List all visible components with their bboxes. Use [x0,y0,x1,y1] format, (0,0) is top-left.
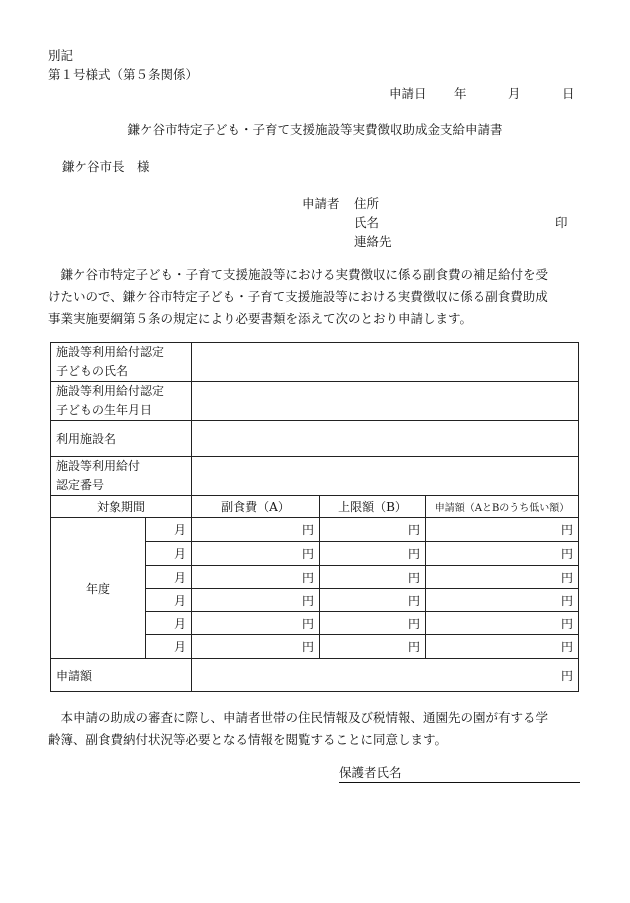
limit-cell[interactable]: 円 [320,518,426,542]
child-birthdate-field[interactable] [192,382,579,421]
limit-cell[interactable]: 円 [320,566,426,589]
child-birthdate-label: 施設等利用給付認定 子どもの生年月日 [51,382,192,421]
child-name-label: 施設等利用給付認定 子どもの氏名 [51,343,192,382]
date-label: 申請日 [389,86,427,101]
facility-row [51,421,579,457]
request-cell[interactable]: 円 [426,612,579,635]
meal-cost-cell[interactable]: 円 [192,635,320,659]
facility-field[interactable] [192,421,579,457]
request-cell[interactable]: 円 [426,566,579,589]
limit-header: 上限額（B） [320,496,426,518]
month-label: 月 [508,86,521,101]
application-statement [48,264,582,330]
total-row [51,659,579,692]
cert-number-field[interactable] [192,457,579,496]
form-number: 第１号様式（第５条関係） [48,67,199,82]
guardian-signature-field[interactable] [339,764,580,783]
statement-line: 鎌ケ谷市特定子ども・子育て支援施設等における実費徴収に係る副食費の補足給付を受 [60,267,549,282]
seal-label: 印 [555,215,568,230]
month-cell[interactable]: 月 [146,612,192,635]
month-cell[interactable]: 月 [146,635,192,659]
month-cell[interactable]: 月 [146,542,192,566]
facility-label: 利用施設名 [51,421,192,457]
month-cell[interactable]: 月 [146,566,192,589]
guardian-name-label: 保護者氏名 [339,765,402,780]
contact-label: 連絡先 [354,234,392,249]
child-birthdate-row [51,382,579,421]
meal-cost-cell[interactable]: 円 [192,566,320,589]
total-label: 申請額 [51,659,192,692]
statement-line: 事業実施要綱第５条の規定により必要書類を添えて次のとおり申請します。 [48,311,473,326]
name-label: 氏名 [354,215,380,230]
applicant-heading: 申請者 [302,196,340,211]
child-name-field[interactable] [192,343,579,382]
limit-cell[interactable]: 円 [320,589,426,612]
meal-cost-header: 副食費（A） [192,496,320,518]
fiscal-year-cell[interactable]: 年度 [51,518,146,659]
child-name-row [51,343,579,382]
address-label: 住所 [354,196,380,211]
cert-number-row [51,457,579,496]
table-row [51,518,579,542]
request-cell[interactable]: 円 [426,589,579,612]
consent-statement [48,707,582,751]
consent-line: 齢簿、副食費納付状況等必要となる情報を閲覧することに同意します。 [48,732,448,747]
meal-cost-cell[interactable]: 円 [192,518,320,542]
year-label: 年 [454,86,467,101]
meal-cost-cell[interactable]: 円 [192,612,320,635]
consent-line: 本申請の助成の審査に際し、申請者世帯の住民情報及び税情報、通園先の園が有する学 [60,710,549,725]
request-cell[interactable]: 円 [426,542,579,566]
period-header-row [51,496,579,518]
appendix-label: 別記 [48,48,74,63]
limit-cell[interactable]: 円 [320,635,426,659]
meal-cost-cell[interactable]: 円 [192,542,320,566]
limit-cell[interactable]: 円 [320,612,426,635]
month-cell[interactable]: 月 [146,589,192,612]
cert-number-label: 施設等利用給付 認定番号 [51,457,192,496]
request-cell[interactable]: 円 [426,518,579,542]
limit-cell[interactable]: 円 [320,542,426,566]
document-title: 鎌ケ谷市特定子ども・子育て支援施設等実費徴収助成金支給申請書 [127,122,503,137]
request-header: 申請額（AとBのうち低い額） [426,496,579,518]
meal-cost-cell[interactable]: 円 [192,589,320,612]
day-label: 日 [562,86,575,101]
statement-line: けたいので、鎌ケ谷市特定子ども・子育て支援施設等における実費徴収に係る副食費助成 [48,289,548,304]
addressee: 鎌ケ谷市長 様 [62,159,150,174]
period-header: 対象期間 [51,496,192,518]
request-cell[interactable]: 円 [426,635,579,659]
month-cell[interactable]: 月 [146,518,192,542]
total-field[interactable]: 円 [192,659,579,692]
application-table [50,342,579,692]
